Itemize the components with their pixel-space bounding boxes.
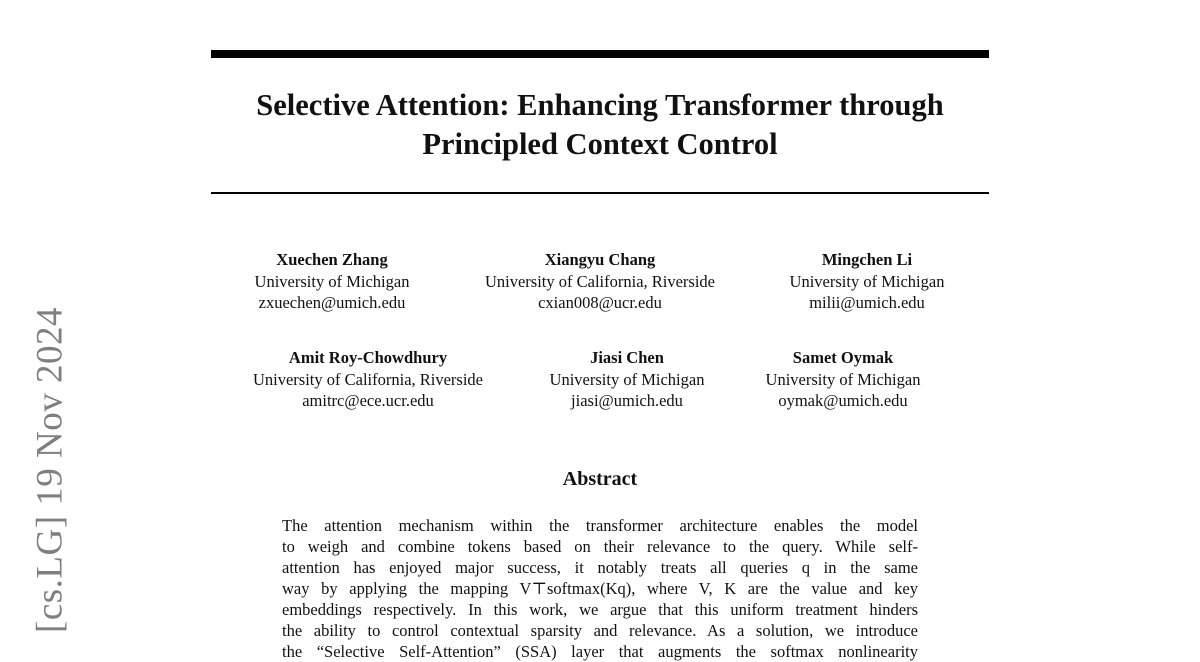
author-email: oymak@umich.edu [778,391,908,410]
author-block [766,347,921,412]
author-email: jiasi@umich.edu [571,391,683,410]
author-name: Amit Roy-Chowdhury [288,348,448,367]
title-line-2: Principled Context Control [422,127,778,161]
author-block [790,249,945,314]
author-affiliation: University of Michigan [765,369,921,389]
arxiv-identifier: [cs.LG] 19 Nov 2024 [29,306,71,634]
author-name: Samet Oymak [792,348,894,367]
abstract-body [282,515,918,661]
paper-title [211,86,989,164]
abstract-line: the ability to control contextual sparsity and relevance. As a solution, we introduce [282,621,918,640]
abstract-line: way by applying the mapping V⊤softmax(Kq), where V, K are the value and key [282,579,918,598]
author-block [485,249,715,314]
author-affiliation: University of California, Riverside [252,369,484,389]
bottom-rule [211,192,989,194]
author-name: Xuechen Zhang [276,250,388,269]
author-affiliation: University of Michigan [254,271,410,291]
abstract-line: the “Selective Self-Attention” (SSA) layer that augments the softmax nonlinearity [282,642,918,661]
author-block [550,347,705,412]
author-block [255,249,410,314]
author-affiliation: University of Michigan [789,271,945,291]
author-name: Jiasi Chen [590,348,664,367]
author-name: Mingchen Li [821,250,913,269]
top-rule [211,50,989,58]
author-email: milii@umich.edu [809,293,925,312]
abstract-line: to weigh and combine tokens based on their relevance to the query. While self- [282,537,918,556]
author-affiliation: University of Michigan [549,369,705,389]
abstract-line: attention has enjoyed major success, it notably treats all queries q in the same [282,558,918,577]
abstract-line: The attention mechanism within the transformer architecture enables the model [282,516,918,535]
author-block [253,347,483,412]
abstract-line: embeddings respectively. In this work, we argue that this uniform treatment hinders [282,600,918,619]
abstract-heading: Abstract [562,468,638,490]
author-email: zxuechen@umich.edu [258,293,406,312]
author-email: cxian008@ucr.edu [538,293,662,312]
author-name: Xiangyu Chang [544,250,656,269]
author-affiliation: University of California, Riverside [484,271,716,291]
author-email: amitrc@ece.ucr.edu [302,391,434,410]
title-line-1: Selective Attention: Enhancing Transformer through [256,88,944,122]
